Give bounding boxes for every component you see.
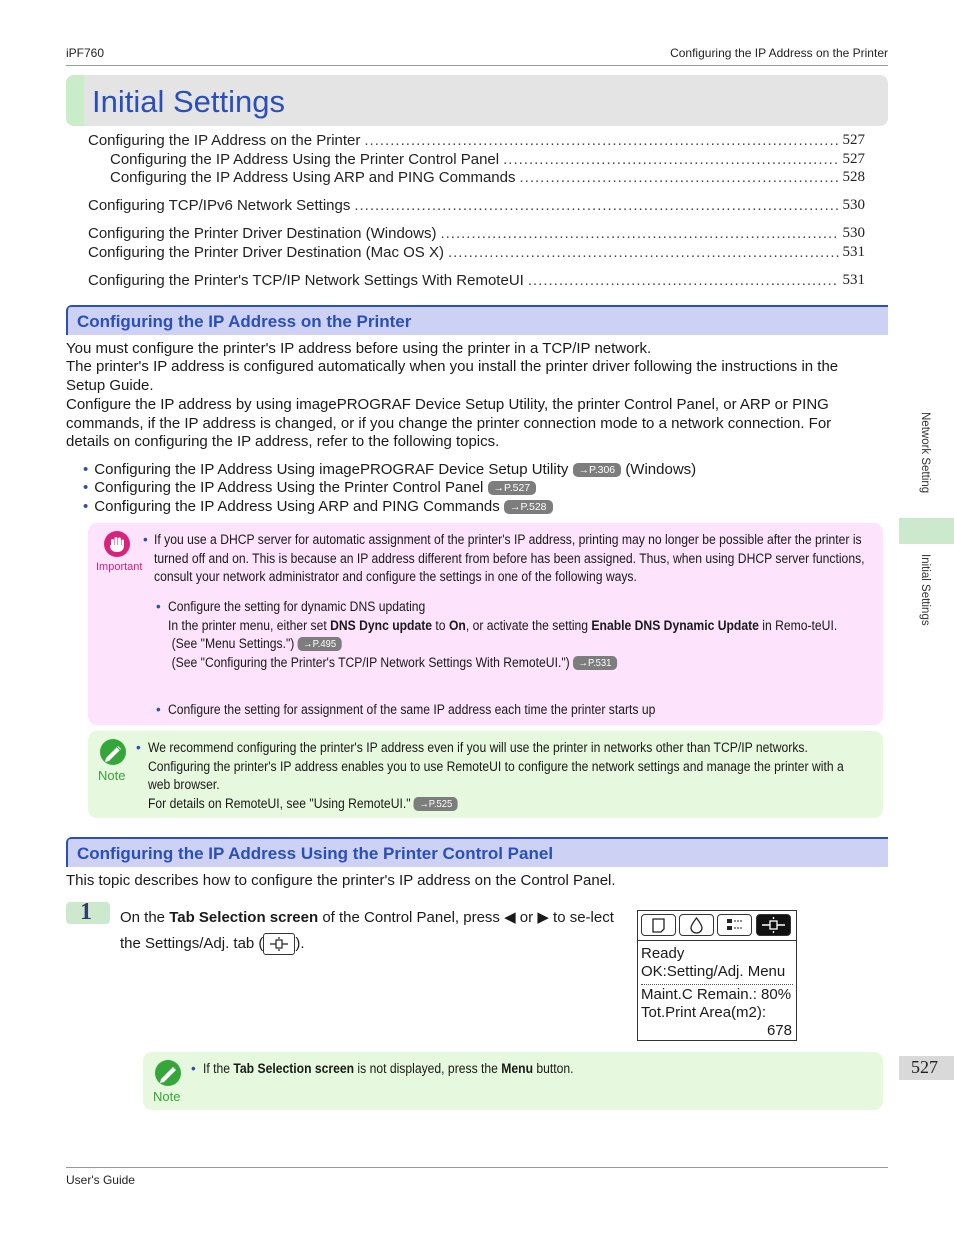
footer-text: User's Guide	[66, 1173, 135, 1187]
control-panel-display	[637, 910, 797, 1041]
page-number: 527	[911, 1057, 938, 1077]
link-text[interactable]: Configuring the IP Address Using ARP and PING Commands	[94, 498, 500, 515]
note-icon	[99, 738, 127, 771]
toc-entry-page: 531	[842, 244, 865, 260]
toc-entry[interactable]	[110, 151, 865, 168]
note-text: • We recommend configuring the printer's IP address even if you will use the printer in networks other than TCP/IP networks. Configuring the printer's IP address enables you to use RemoteUI to configure the network settings and manage the printer with a web browser. For details on RemoteUI, see "Using RemoteUI." →P.525	[136, 740, 844, 811]
page-title: Initial Settings	[92, 84, 285, 119]
list-item	[83, 461, 696, 478]
page-ref-badge[interactable]: →P.527	[488, 481, 537, 495]
page-ref-badge[interactable]: →P.528	[504, 500, 553, 514]
bullet-icon: •	[83, 498, 89, 515]
side-tab-marker	[899, 518, 954, 544]
body-paragraph: This topic describes how to configure the printer's IP address on the Control Panel.	[66, 872, 616, 889]
link-text[interactable]: Configuring the IP Address Using the Printer Control Panel	[94, 479, 484, 496]
toc-entry-title: Configuring the IP Address Using ARP and PING Commands	[110, 169, 516, 186]
note-icon	[154, 1059, 182, 1092]
toc-entry-title: Configuring TCP/IPv6 Network Settings	[88, 197, 351, 214]
toc-entry-page: 531	[842, 272, 865, 288]
lcd-print-area-label: Tot.Print Area(m2):	[641, 1004, 767, 1021]
toc-entry-title: Configuring the IP Address on the Printer	[88, 132, 361, 149]
toc-entry-page: 530	[842, 225, 865, 241]
toc-entry[interactable]	[88, 272, 865, 289]
toc-entry[interactable]	[88, 197, 865, 214]
toc-entry[interactable]	[110, 169, 865, 186]
side-tab-network-setting[interactable]: Network Setting	[919, 412, 931, 494]
list-item-suffix: (Windows)	[625, 461, 697, 478]
section-heading: Configuring the IP Address Using the Printer Control Panel	[77, 844, 554, 863]
toc-entry-page: 527	[842, 151, 865, 167]
note-label: Note	[98, 768, 126, 783]
important-icon	[103, 530, 131, 563]
lcd-tab-ink	[679, 914, 714, 936]
side-tab-initial-settings[interactable]: Initial Settings	[919, 554, 931, 626]
step-instruction: On the Tab Selection screen of the Control Panel, press ◀ or ▶ to se-lect the Settings/Adj. tab ( ).	[120, 905, 625, 957]
body-paragraph: The printer's IP address is configured automatically when you install the printer driver following the instructions in the Setup Guide.	[66, 358, 839, 394]
running-header-left: iPF760	[66, 46, 105, 60]
body-paragraph: You must configure the printer's IP address before using the printer in a TCP/IP network.	[66, 340, 652, 357]
toc-entry-page: 528	[842, 169, 865, 185]
settings-tab-icon	[263, 933, 295, 955]
toc-entry-title: Configuring the Printer Driver Destination (Mac OS X)	[88, 244, 444, 261]
page-number-box	[899, 1056, 954, 1080]
toc-entry[interactable]	[88, 132, 865, 149]
important-sub-item: • Configure the setting for dynamic DNS updating In the printer menu, either set DNS Dync update to On, or activate the setting Enable DNS Dynamic Update in Remo-teUI. (See "Menu Settings.") →P.495 (See "Configuring the Printer's TCP/IP Network Settings With RemoteUI.") →P.531	[156, 599, 838, 670]
lcd-hint: OK:Setting/Adj. Menu	[641, 963, 786, 980]
toc-entry-title: Configuring the Printer Driver Destination (Windows)	[88, 225, 437, 242]
step-number-badge: 1	[66, 902, 110, 924]
list-item	[83, 498, 553, 515]
toc-entry-title: Configuring the Printer's TCP/IP Network Settings With RemoteUI	[88, 272, 524, 289]
important-sub-item: • Configure the setting for assignment of the same IP address each time the printer starts up	[156, 702, 656, 717]
page-ref-badge[interactable]: →P.306	[573, 463, 622, 477]
important-label: Important	[96, 561, 143, 573]
page-ref-badge[interactable]: →P.495	[298, 637, 342, 651]
running-header-right: Configuring the IP Address on the Printer	[670, 46, 888, 60]
page-ref-badge[interactable]: →P.525	[414, 797, 458, 811]
toc-entry[interactable]	[88, 244, 865, 261]
bullet-icon: •	[83, 479, 89, 496]
header-rule	[66, 65, 888, 66]
lcd-print-area-value: 678	[766, 1022, 792, 1039]
link-text[interactable]: Configuring the IP Address Using imagePROGRAF Device Setup Utility	[94, 461, 569, 478]
note-text: • If the Tab Selection screen is not displayed, press the Menu button.	[191, 1061, 574, 1076]
right-arrow-icon: ▶	[537, 909, 549, 926]
toc-entry[interactable]	[88, 225, 865, 242]
toc-entry-title: Configuring the IP Address Using the Printer Control Panel	[110, 151, 500, 168]
section-heading: Configuring the IP Address on the Printer	[77, 312, 412, 331]
toc-entry-page: 527	[842, 132, 865, 148]
note-label: Note	[153, 1089, 181, 1104]
lcd-status: Ready	[641, 945, 685, 962]
lcd-tab-paper	[641, 914, 676, 936]
title-accent	[66, 75, 84, 126]
toc-entry-page: 530	[842, 197, 865, 213]
lcd-tab-jobs	[717, 914, 752, 936]
body-paragraph: Configure the IP address by using imagePROGRAF Device Setup Utility, the printer Control Panel, or ARP or PING commands, if the IP address is changed, or if you change the printer connection mode to a network connection. For details on configuring the IP address, refer to the following topics.	[66, 396, 832, 450]
list-item	[83, 479, 536, 496]
bullet-icon: •	[83, 461, 89, 478]
page-ref-badge[interactable]: →P.531	[573, 656, 617, 670]
left-arrow-icon: ◀	[504, 909, 516, 926]
important-text: • If you use a DHCP server for automatic assignment of the printer's IP address, printing may no longer be possible after the printer is turned off and on. This is because an IP address different from before has been assigned. Thus, when using DHCP server functions, consult your network administrator and configure the settings in one of the following ways.	[143, 532, 865, 584]
lcd-maint-remain: Maint.C Remain.: 80%	[641, 986, 792, 1003]
footer-rule	[66, 1167, 888, 1168]
lcd-tab-settings-selected	[756, 914, 791, 936]
